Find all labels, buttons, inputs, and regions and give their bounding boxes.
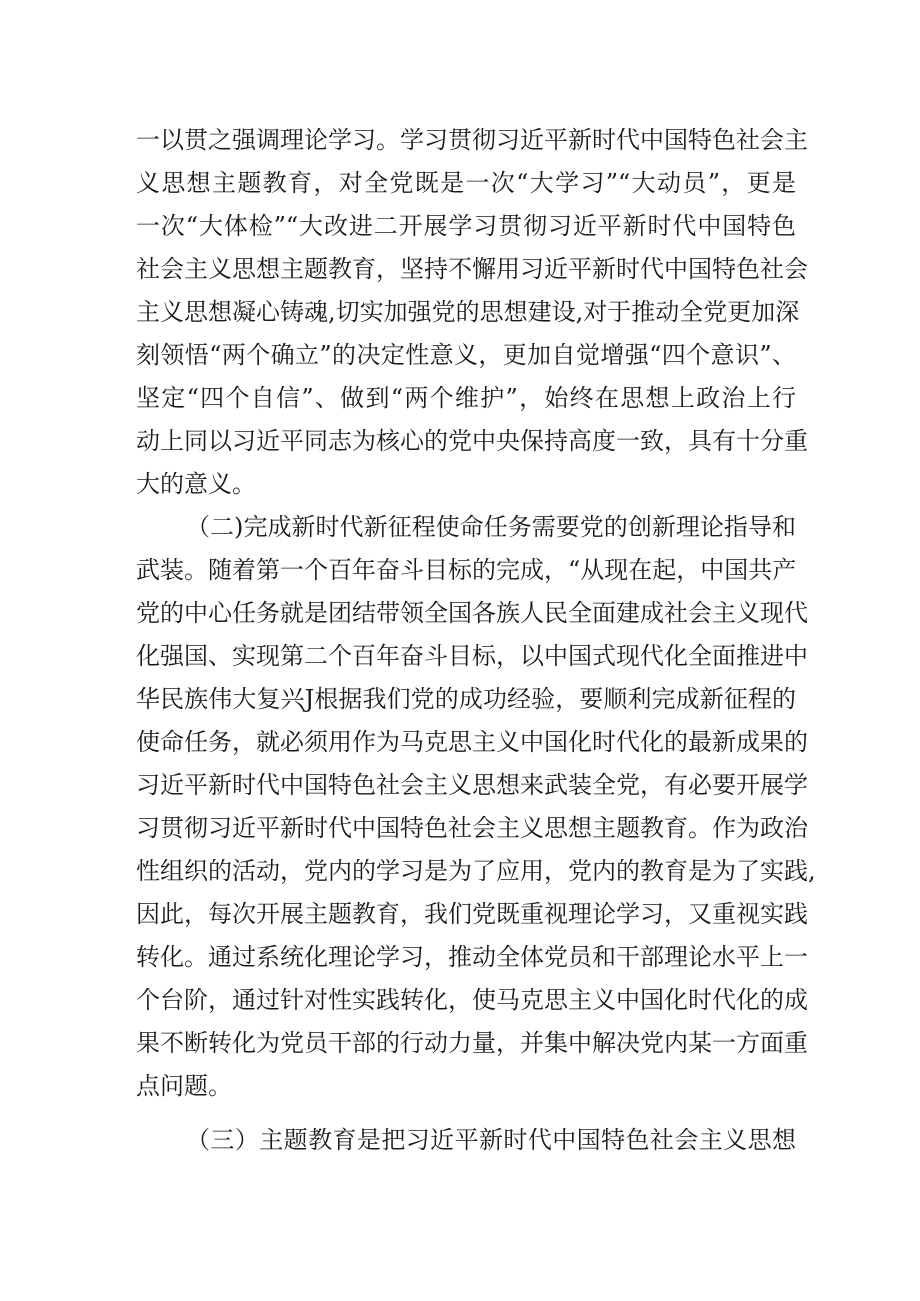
text-line: 党的中心任务就是团结带领全国各族人民全面建成社会主义现代: [136, 599, 808, 627]
text-line: 习近平新时代中国特色社会主义思想来武装全党，有必要开展学: [136, 771, 808, 799]
text-line: 动上同以习近平同志为核心的党中央保持高度一致，具有十分重: [136, 427, 808, 455]
text-line: 武装。随着第一个百年奋斗目标的完成，“从现在起，中国共产: [136, 556, 797, 584]
text-line: 使命任务，就必须用作为马克思主义中国化时代化的最新成果的: [136, 728, 808, 756]
paragraph-heading-line: （二)完成新时代新征程使命任务需要党的创新理论指导和: [186, 513, 796, 541]
text-line: 华民族伟大复兴J根据我们党的成功经验，要顺利完成新征程的: [136, 685, 796, 713]
text-line: 转化。通过系统化理论学习，推动全体党员和干部理论水平上一: [136, 943, 808, 971]
text-line: 因此，每次开展主题教育，我们党既重视理论学习，又重视实践: [136, 900, 808, 928]
text-line: 刻领悟“两个确立”的决定性意义，更加自觉增强“四个意识”、: [136, 341, 796, 369]
text-line: 点问题。: [136, 1072, 232, 1100]
text-line: 坚定“四个自信”、做到“两个维护”，始终在思想上政治上行: [136, 384, 796, 412]
text-line: 化强国、实现第二个百年奋斗目标，以中国式现代化全面推进中: [136, 642, 808, 670]
text-line: 一次“大体检”“大改进二开展学习贯彻习近平新时代中国特色: [136, 212, 796, 240]
text-line: 主义思想凝心铸魂,切实加强党的思想建设,对于推动全党更加深: [136, 298, 800, 326]
paragraph-heading-line: （三）主题教育是把习近平新时代中国特色社会主义思想: [186, 1126, 796, 1154]
text-line: 性组织的活动，党内的学习是为了应用，党内的教育是为了实践,: [136, 857, 816, 885]
text-line: 个台阶，通过针对性实践转化，使马克思主义中国化时代化的成: [136, 986, 808, 1014]
text-line: 义思想主题教育，对全党既是一次“大学习”“大动员”，更是: [136, 169, 796, 197]
text-line: 一以贯之强调理论学习。学习贯彻习近平新时代中国特色社会主: [136, 126, 808, 154]
text-line: 社会主义思想主题教育，坚持不懈用习近平新时代中国特色社会: [136, 255, 808, 283]
text-line: 习贯彻习近平新时代中国特色社会主义思想主题教育。作为政治: [136, 814, 808, 842]
text-line: 果不断转化为党员干部的行动力量，并集中解决党内某一方面重: [136, 1029, 808, 1057]
text-line: 大的意义。: [136, 470, 256, 498]
